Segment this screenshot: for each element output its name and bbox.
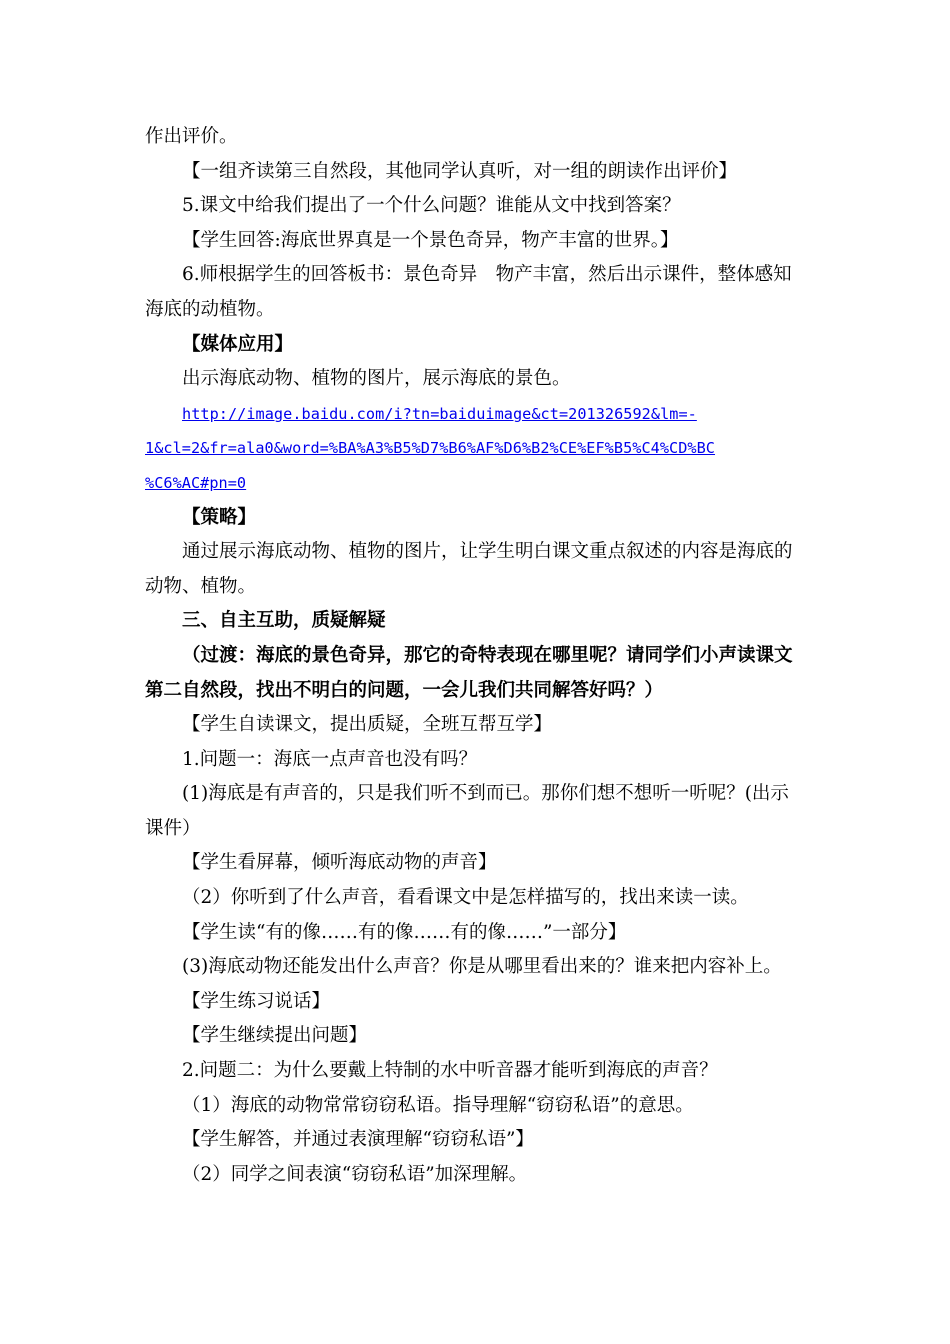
text-line: （1）海底的动物常常窃窃私语。指导理解“窃窃私语”的意思。	[182, 1094, 694, 1116]
text-line: 【学生练习说话】	[182, 990, 331, 1012]
section-heading-strategy: 【策略】	[182, 506, 257, 528]
url-line	[145, 466, 810, 501]
text-line: 出示海底动物、植物的图片，展示海底的景色。	[182, 368, 571, 390]
text-line: 海底的动植物。	[145, 298, 275, 320]
text-line: 2.问题二：为什么要戴上特制的水中听音器才能听到海底的声音？	[182, 1060, 718, 1082]
url-link[interactable]: 1&cl=2&fr=ala0&word=%BA%A3%B5%D7%B6%AF%D6%B2%CE%EF%B5%C4%CD%BC	[145, 439, 716, 458]
url-line	[145, 431, 810, 466]
url-link[interactable]: %C6%AC#pn=0	[145, 473, 247, 492]
url-link[interactable]: http://image.baidu.com/i?tn=baiduimage&ct=201326592&lm=-	[182, 404, 697, 423]
text-line: 6.师根据学生的回答板书：景色奇异 物产丰富，然后出示课件，整体感知	[182, 264, 792, 286]
section-heading-three: 三、自主互助，质疑解疑	[182, 610, 386, 632]
document-body	[145, 120, 810, 1192]
transition-text: （过渡：海底的景色奇异，那它的奇特表现在哪里呢？请同学们小声读课文	[182, 644, 793, 666]
text-line: 【学生解答，并通过表演理解“窃窃私语”】	[182, 1129, 534, 1151]
text-line: （2）你听到了什么声音，看看课文中是怎样描写的，找出来读一读。	[182, 887, 749, 909]
transition-text: 第二自然段，找出不明白的问题，一会儿我们共同解答好吗？）	[145, 679, 664, 701]
text-line: (1)海底是有声音的，只是我们听不到而已。那你们想不想听一听呢？(出示	[182, 783, 789, 805]
section-heading-media: 【媒体应用】	[182, 333, 294, 355]
text-line: (3)海底动物还能发出什么声音？你是从哪里看出来的？谁来把内容补上。	[182, 956, 782, 978]
text-line: 动物、植物。	[145, 575, 257, 597]
text-line: （2）同学之间表演“窃窃私语”加深理解。	[182, 1163, 528, 1185]
text-line: 【学生回答:海底世界真是一个景色奇异，物产丰富的世界。】	[182, 229, 679, 251]
text-line: 【学生自读课文，提出质疑，全班互帮互学】	[182, 714, 553, 736]
text-line: 课件）	[145, 817, 201, 839]
text-line: 【学生看屏幕，倾听海底动物的声音】	[182, 852, 497, 874]
text-line: 【学生读“有的像……有的像……有的像……”一部分】	[182, 921, 627, 943]
text-line: 作出评价。	[145, 126, 238, 147]
text-line: 【一组齐读第三自然段，其他同学认真听，对一组的朗读作出评价】	[182, 160, 738, 182]
text-line: 1.问题一：海底一点声音也没有吗？	[182, 748, 478, 770]
text-line: 通过展示海底动物、植物的图片，让学生明白课文重点叙述的内容是海底的	[182, 541, 793, 563]
text-line: 【学生继续提出问题】	[182, 1025, 368, 1047]
text-line: 5.课文中给我们提出了一个什么问题？谁能从文中找到答案？	[182, 195, 681, 217]
url-line	[145, 397, 810, 432]
